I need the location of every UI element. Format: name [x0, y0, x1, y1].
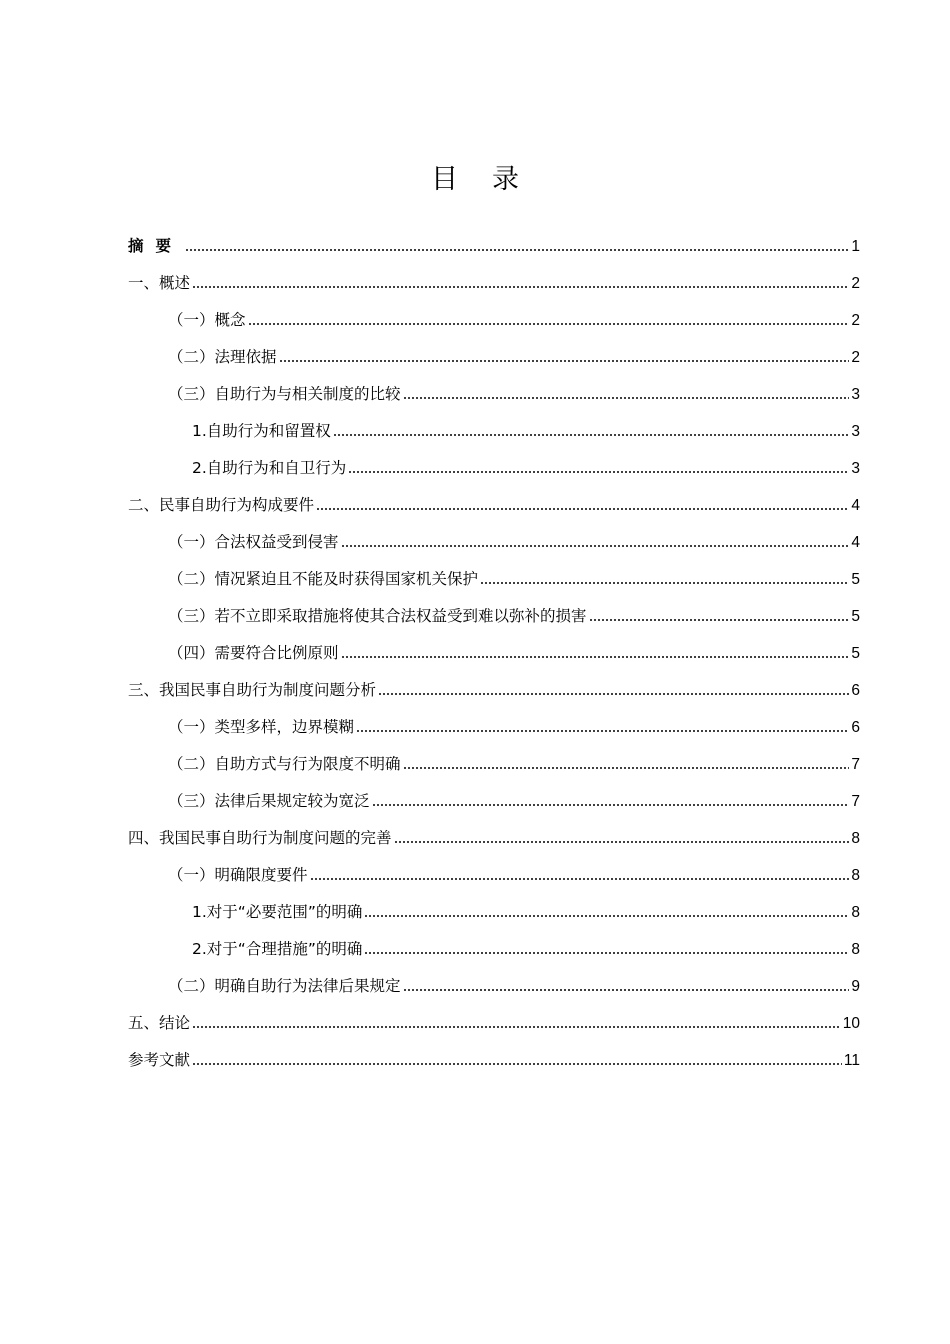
toc-entry-label: 参考文献 [128, 1051, 191, 1069]
toc-entry[interactable] [128, 783, 860, 820]
dot-leader [403, 767, 850, 769]
toc-entry-page-number: 5 [851, 571, 860, 588]
toc-entry[interactable] [128, 265, 860, 302]
dot-leader [372, 804, 850, 806]
toc-entry-label: 一、概述 [128, 274, 191, 292]
toc-entry-page-number: 8 [851, 904, 860, 921]
toc-entry-page-number: 7 [851, 756, 860, 773]
toc-entry-page-number: 5 [851, 645, 860, 662]
toc-entry[interactable] [128, 598, 860, 635]
toc-entry-page-number: 6 [851, 719, 860, 736]
toc-entry-label: 五、结论 [128, 1014, 191, 1032]
toc-entry-page-number: 8 [851, 830, 860, 847]
toc-entry[interactable] [128, 450, 860, 487]
dot-leader [394, 841, 850, 843]
toc-entry-label: （四）需要符合比例原则 [168, 644, 339, 662]
toc-entry-page-number: 8 [851, 867, 860, 884]
toc-entry-label: （二）明确自助行为法律后果规定 [168, 977, 401, 995]
toc-entry-page-number: 2 [851, 349, 860, 366]
toc-entry-label: （二）情况紧迫且不能及时获得国家机关保护 [168, 570, 479, 588]
toc-entry[interactable] [128, 413, 860, 450]
toc-entry[interactable] [128, 672, 860, 709]
toc-entry[interactable] [128, 709, 860, 746]
dot-leader [248, 323, 850, 325]
toc-entry-label: （一）合法权益受到侵害 [168, 533, 339, 551]
toc-entry[interactable] [128, 1005, 860, 1042]
dot-leader [316, 508, 849, 510]
toc-entry-label: 三、我国民事自助行为制度问题分析 [128, 681, 377, 699]
toc-entry-label: 二、民事自助行为构成要件 [128, 496, 315, 514]
toc-entry-label: （三）若不立即采取措施将使其合法权益受到难以弥补的损害 [168, 607, 587, 625]
toc-entry-page-number: 3 [851, 386, 860, 403]
dot-leader [364, 915, 849, 917]
toc-entry[interactable] [128, 1042, 860, 1079]
toc-entry-label: 1.对于“必要范围”的明确 [192, 903, 363, 921]
toc-entry-label: 摘要 [128, 237, 184, 255]
toc-entry-label: （三）自助行为与相关制度的比较 [168, 385, 401, 403]
toc-entry-page-number: 4 [851, 497, 860, 514]
toc-entry[interactable] [128, 487, 860, 524]
toc-entry-label: （二）法理依据 [168, 348, 277, 366]
toc-entry-page-number: 3 [851, 423, 860, 440]
dot-leader [341, 656, 850, 658]
toc-entry-page-number: 7 [851, 793, 860, 810]
toc-entry-label: 2.对于“合理措施”的明确 [192, 940, 363, 958]
toc-entry[interactable] [128, 635, 860, 672]
dot-leader [589, 619, 850, 621]
toc-entry[interactable] [128, 339, 860, 376]
dot-leader [192, 286, 849, 288]
dot-leader [333, 434, 850, 436]
toc-entry[interactable] [128, 968, 860, 1005]
toc-entry[interactable] [128, 228, 860, 265]
dot-leader [279, 360, 850, 362]
toc-entry-page-number: 4 [851, 534, 860, 551]
toc-entry-page-number: 11 [843, 1052, 860, 1069]
dot-leader [192, 1026, 841, 1028]
dot-leader [310, 878, 850, 880]
dot-leader [364, 952, 849, 954]
dot-leader [480, 582, 849, 584]
dot-leader [348, 471, 849, 473]
dot-leader [403, 989, 850, 991]
dot-leader [378, 693, 849, 695]
table-of-contents [128, 228, 860, 1079]
toc-entry-label: （一）概念 [168, 311, 246, 329]
toc-entry-page-number: 3 [851, 460, 860, 477]
dot-leader [341, 545, 850, 547]
toc-entry[interactable] [128, 857, 860, 894]
toc-entry-page-number: 5 [851, 608, 860, 625]
toc-entry-page-number: 2 [851, 312, 860, 329]
toc-entry-page-number: 9 [851, 978, 860, 995]
toc-entry-label: （一）类型多样，边界模糊 [168, 718, 355, 736]
page-title: 目录 [431, 164, 553, 195]
dot-leader [403, 397, 850, 399]
toc-entry-page-number: 2 [851, 275, 860, 292]
toc-entry[interactable] [128, 894, 860, 931]
dot-leader [185, 249, 849, 251]
toc-entry-label: （一）明确限度要件 [168, 866, 308, 884]
toc-entry[interactable] [128, 746, 860, 783]
toc-entry[interactable] [128, 561, 860, 598]
toc-entry-page-number: 6 [851, 682, 860, 699]
dot-leader [356, 730, 849, 732]
toc-entry-page-number: 8 [851, 941, 860, 958]
toc-entry[interactable] [128, 302, 860, 339]
toc-entry-page-number: 1 [851, 238, 860, 255]
toc-entry[interactable] [128, 376, 860, 413]
toc-entry[interactable] [128, 524, 860, 561]
toc-entry-label: （三）法律后果规定较为宽泛 [168, 792, 370, 810]
toc-entry-page-number: 10 [842, 1015, 860, 1032]
toc-entry-label: 四、我国民事自助行为制度问题的完善 [128, 829, 392, 847]
toc-entry[interactable] [128, 931, 860, 968]
toc-entry-label: 2.自助行为和自卫行为 [192, 459, 347, 477]
toc-entry-label: 1.自助行为和留置权 [192, 422, 331, 440]
toc-entry-label: （二）自助方式与行为限度不明确 [168, 755, 401, 773]
dot-leader [192, 1063, 842, 1065]
toc-entry[interactable] [128, 820, 860, 857]
